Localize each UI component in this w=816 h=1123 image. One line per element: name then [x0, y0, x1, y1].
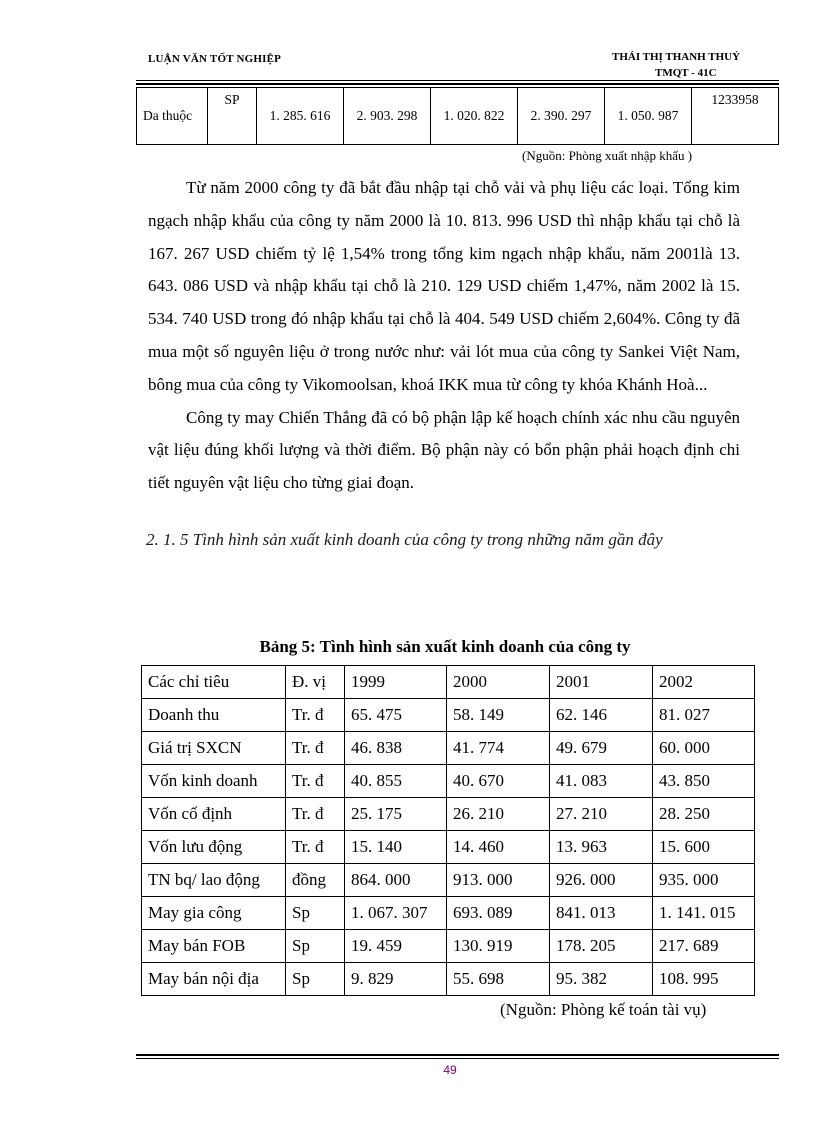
table-row [142, 765, 755, 798]
header-author: THÁI THỊ THANH THUỶ [612, 51, 741, 63]
table-cell: 1. 141. 015 [653, 897, 755, 930]
table-cell: 108. 995 [653, 963, 755, 996]
table-cell: 2. 903. 298 [344, 88, 431, 145]
table-cell: 41. 083 [550, 765, 653, 798]
header-rule-thick [136, 83, 779, 85]
table-cell: đồng [286, 864, 345, 897]
table-row [142, 831, 755, 864]
table-row [142, 699, 755, 732]
table-cell: Sp [286, 897, 345, 930]
table-cell: 49. 679 [550, 732, 653, 765]
table-cell: 40. 855 [345, 765, 447, 798]
table-cell: 60. 000 [653, 732, 755, 765]
table-cell: 40. 670 [447, 765, 550, 798]
table-row [142, 732, 755, 765]
table-cell: 41. 774 [447, 732, 550, 765]
column-header: 2001 [550, 666, 653, 699]
column-header: Các chỉ tiêu [142, 666, 286, 699]
page-number: 49 [443, 1063, 457, 1077]
column-header: 2000 [447, 666, 550, 699]
table-cell: 27. 210 [550, 798, 653, 831]
table-cell: Vốn cố định [142, 798, 286, 831]
table-row [142, 798, 755, 831]
table-cell: 1. 285. 616 [257, 88, 344, 145]
header-title-left: LUẬN VĂN TỐT NGHIỆP [148, 53, 282, 65]
table-cell: Tr. đ [286, 798, 345, 831]
table-cell: 1. 050. 987 [605, 88, 692, 145]
table-cell: 1. 020. 822 [431, 88, 518, 145]
business-results-table [141, 665, 755, 996]
table-cell: May bán nội địa [142, 963, 286, 996]
table-row [142, 897, 755, 930]
table-cell: Giá trị SXCN [142, 732, 286, 765]
table-cell: Vốn lưu động [142, 831, 286, 864]
table-cell: Tr. đ [286, 765, 345, 798]
table-row [137, 88, 779, 145]
table-cell: 693. 089 [447, 897, 550, 930]
table-caption: Bảng 5: Tình hình sản xuất kinh doanh của công ty [259, 637, 631, 656]
table-cell: Sp [286, 930, 345, 963]
table-cell: 178. 205 [550, 930, 653, 963]
header-class: TMQT - 41C [655, 67, 717, 79]
table-cell: Doanh thu [142, 699, 286, 732]
table-cell: 55. 698 [447, 963, 550, 996]
table-cell: 913. 000 [447, 864, 550, 897]
table-cell: 25. 175 [345, 798, 447, 831]
header-rule [136, 80, 779, 81]
table-cell: 926. 000 [550, 864, 653, 897]
table-cell: 9. 829 [345, 963, 447, 996]
table-cell: 15. 600 [653, 831, 755, 864]
table-cell: 26. 210 [447, 798, 550, 831]
body-text [148, 172, 740, 500]
table-cell: 62. 146 [550, 699, 653, 732]
table-row [142, 963, 755, 996]
table-cell: 2. 390. 297 [518, 88, 605, 145]
table-cell: 864. 000 [345, 864, 447, 897]
table-cell: Tr. đ [286, 699, 345, 732]
table-row [142, 864, 755, 897]
table-cell: 15. 140 [345, 831, 447, 864]
table-cell: 217. 689 [653, 930, 755, 963]
import-table-source: (Nguồn: Phòng xuất nhập khẩu ) [522, 148, 693, 163]
table-cell: Tr. đ [286, 831, 345, 864]
table-cell: 841. 013 [550, 897, 653, 930]
paragraph: Công ty may Chiến Thắng đã có bộ phận lập kế hoạch chính xác nhu cầu nguyên vật liệu đúng khối lượng và thời điểm. Bộ phận này có bổn phận phải hoạch định chi tiết nguyên vật liệu cho từng giai đoạn. [148, 407, 740, 493]
table-cell: 130. 919 [447, 930, 550, 963]
table-cell: Sp [286, 963, 345, 996]
footer-rule [136, 1058, 779, 1059]
table-cell: Tr. đ [286, 732, 345, 765]
table-cell: 46. 838 [345, 732, 447, 765]
table-cell: 19. 459 [345, 930, 447, 963]
table-cell: 65. 475 [345, 699, 447, 732]
column-header: 2002 [653, 666, 755, 699]
table-cell: 935. 000 [653, 864, 755, 897]
table-cell: 28. 250 [653, 798, 755, 831]
table-cell: 1233958 [692, 88, 779, 145]
table-cell: 58. 149 [447, 699, 550, 732]
table-cell: 14. 460 [447, 831, 550, 864]
table-cell: 81. 027 [653, 699, 755, 732]
table-cell: SP [208, 88, 257, 145]
import-table-continued [136, 87, 779, 145]
table-row [142, 930, 755, 963]
paragraph: Từ năm 2000 công ty đã bắt đầu nhập tại chỗ vải và phụ liệu các loại. Tổng kim ngạch nhập khẩu của công ty năm 2000 là 10. 813. 996 USD thì nhập khẩu tại chỗ là 167. 267 USD chiếm tỷ lệ 1,54% trong tổng kim ngạch nhập khẩu, năm 2001là 13. 643. 086 USD và nhập khẩu tại chỗ là 210. 129 USD chiếm 1,47%, năm 2002 là 15. 534. 740 USD trong đó nhập khẩu tại chỗ là 404. 549 USD chiếm 2,604%. Công ty đã mua một số nguyên liệu ở trong nước như: vải lót mua của công ty Sankei Việt Nam, bông mua của công ty Vikomoolsan, khoá IKK mua từ công ty khóa Khánh Hoà... [148, 178, 740, 394]
section-heading: 2. 1. 5 Tình hình sản xuất kinh doanh của công ty trong những năm gần đây [146, 530, 663, 549]
column-header: 1999 [345, 666, 447, 699]
table-cell: 1. 067. 307 [345, 897, 447, 930]
footer-rule-thick [136, 1054, 779, 1056]
table-cell: May gia công [142, 897, 286, 930]
table-cell: Da thuộc [137, 88, 208, 145]
column-header: Đ. vị [286, 666, 345, 699]
table-cell: TN bq/ lao động [142, 864, 286, 897]
table-cell: Vốn kinh doanh [142, 765, 286, 798]
table-cell: May bán FOB [142, 930, 286, 963]
table-source-note: (Nguồn: Phòng kế toán tài vụ) [500, 1000, 707, 1019]
table-cell: 95. 382 [550, 963, 653, 996]
table-header-row [142, 666, 755, 699]
table-cell: 13. 963 [550, 831, 653, 864]
table-cell: 43. 850 [653, 765, 755, 798]
